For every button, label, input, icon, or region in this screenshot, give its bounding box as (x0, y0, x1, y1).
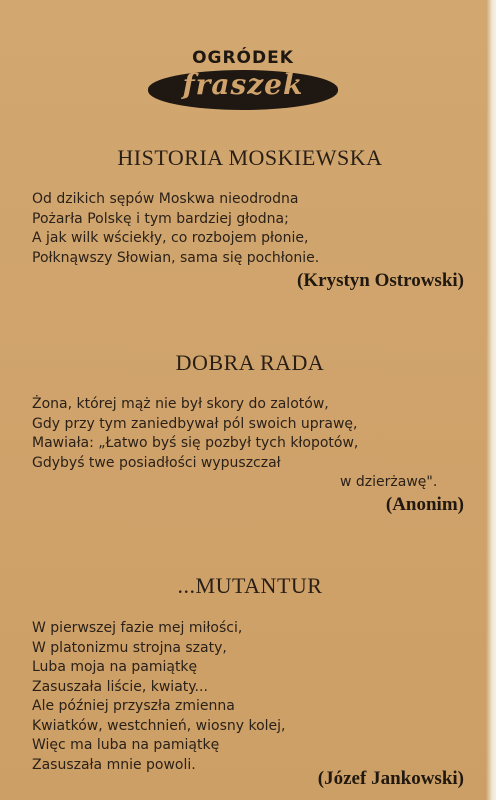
poem-line: A jak wilk wściekły, co rozbojem płonie, (32, 230, 309, 246)
poem-2-body (32, 395, 462, 493)
poem-3-title: ...MUTANTUR (177, 573, 323, 598)
poem-line: Żona, której mąż nie był skory do zalotów, (32, 396, 329, 412)
poem-line: Luba moja na pamiątkę (32, 659, 198, 675)
poem-1-title: HISTORIA MOSKIEWSKA (117, 145, 383, 170)
poem-line: W platonizmu strojna szaty, (32, 639, 227, 656)
poem-line: Mawiała: „Łatwo byś się pozbył tych kłopotów, (32, 435, 359, 451)
page-edge (486, 0, 496, 800)
poem-3-author: (Józef Jankowski) (317, 768, 464, 789)
poem-3-body (32, 619, 462, 775)
poem-line: Połknąwszy Słowian, sama się pochłonie. (32, 249, 320, 266)
poem-line: Kwiatków, westchnień, wiosny kolej, (32, 717, 286, 734)
logo-script-text: fraszek (182, 68, 304, 101)
column-logo (148, 40, 338, 120)
poem-1-body (32, 190, 462, 268)
poem-line: Więc ma luba na pamiątkę (32, 737, 220, 753)
poem-line: w dzierżawę". (340, 474, 438, 490)
poem-line: Gdybyś twe posiadłości wypuszczał (32, 454, 281, 471)
poem-line: Od dzikich sępów Moskwa nieodrodna (32, 191, 299, 207)
poem-line: Zasuszała mnie powoli. (32, 756, 196, 773)
poem-1-author: (Krystyn Ostrowski) (297, 270, 464, 291)
poem-line: W pierwszej fazie mej miłości, (32, 620, 243, 636)
poem-line: Zasuszała liście, kwiaty... (32, 678, 208, 695)
logo-top-text: OGRÓDEK (192, 48, 294, 68)
poem-2-author: (Anonim) (385, 494, 464, 515)
poem-line: Pożarła Polskę i tym bardziej głodna; (32, 210, 289, 227)
poem-line: Gdy przy tym zaniedbywał pól swoich uprawę, (32, 415, 358, 432)
poem-2-title: DOBRA RADA (175, 350, 325, 375)
poem-line: Ale później przyszła zmienna (32, 698, 235, 714)
